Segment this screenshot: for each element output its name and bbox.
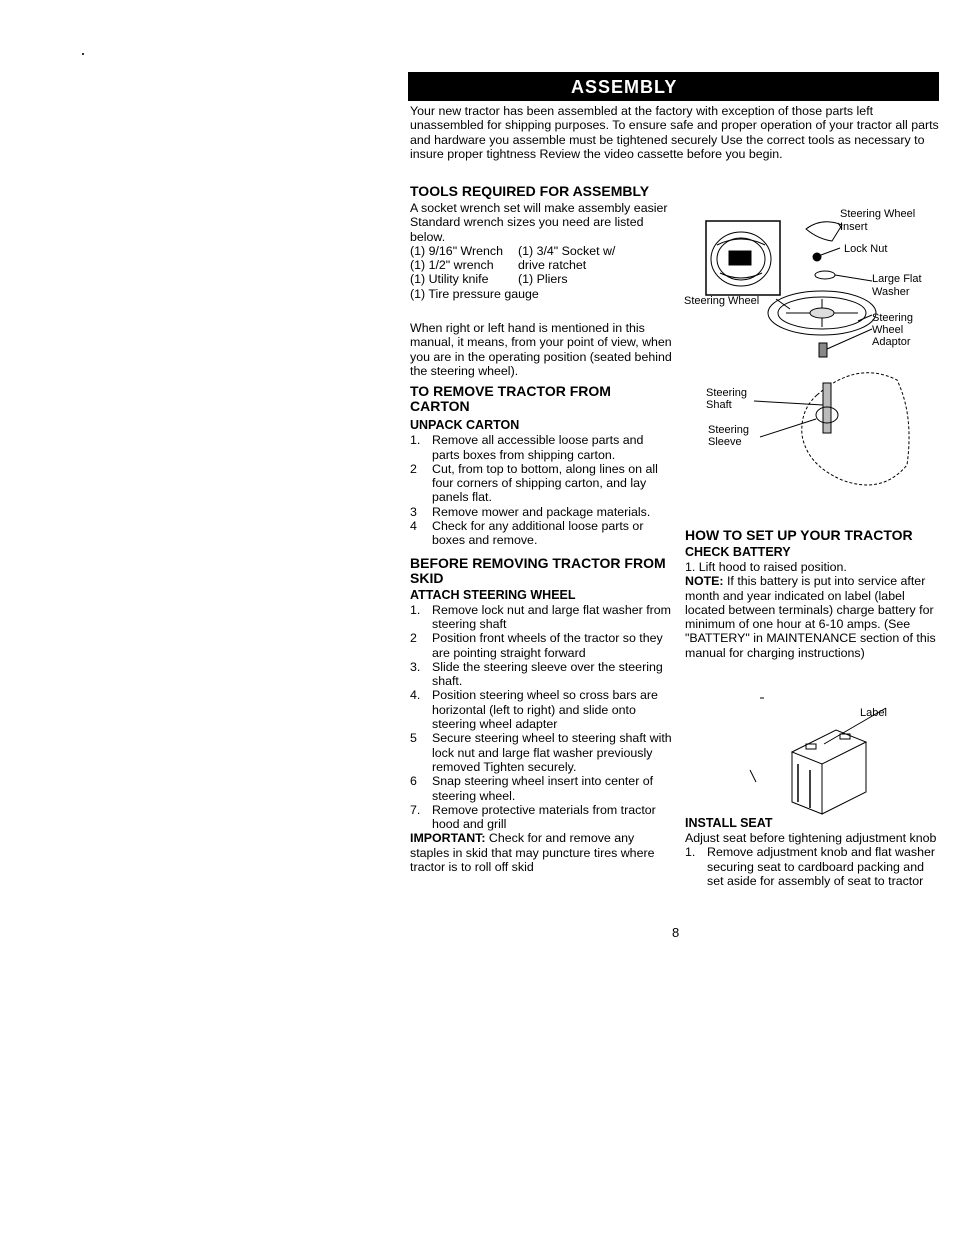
list-item: 2 Position front wheels of the tractor so they are pointing straight forward — [410, 631, 663, 660]
skid-heading: BEFORE REMOVING TRACTOR FROM SKID — [410, 554, 666, 586]
insert-label-2: Insert — [840, 221, 868, 233]
steering-assembly-figure — [682, 205, 942, 495]
adaptor-label-3: Adaptor — [872, 336, 911, 348]
important-text: Check for and remove any staples in skid that may puncture tires where tractor is to roll off skid — [410, 831, 655, 874]
sleeve-label-2: Sleeve — [708, 436, 742, 448]
list-item: 1. Remove lock nut and large flat washer from steering shaft — [410, 602, 671, 631]
seat-steps — [685, 845, 941, 888]
list-item: 7. Remove protective materials from tractor hood and grill — [410, 802, 656, 832]
tools-item: (1) Tire pressure gauge — [410, 286, 539, 301]
list-item: 2 Cut, from top to bottom, along lines on all four corners of shipping carton, and lay panels flat. — [410, 461, 658, 505]
list-item: 4. Position steering wheel so cross bars are horizontal (left to right) and slide onto steering wheel adapter — [410, 688, 658, 732]
list-item: 3 Remove mower and package materials. — [410, 504, 651, 519]
tools-item: drive ratchet — [518, 258, 587, 273]
page-number: 8 — [672, 925, 680, 940]
list-item: 4 Check for any additional loose parts or boxes and remove. — [410, 519, 644, 548]
setup-heading: HOW TO SET UP YOUR TRACTOR — [685, 527, 913, 543]
tools-item: (1) Utility knife — [410, 272, 489, 287]
remove-heading: TO REMOVE TRACTOR FROM CARTON — [410, 383, 611, 415]
battery-step: 1. Lift hood to raised position. — [685, 560, 847, 574]
section-banner: ASSEMBLY — [408, 72, 939, 101]
list-item: 1. Remove all accessible loose parts and parts boxes from shipping carton. — [410, 433, 644, 462]
tools-item: (1) 1/2" wrench — [410, 258, 494, 273]
adaptor-label-1: Steering — [872, 312, 913, 324]
sleeve-label-1: Steering — [708, 424, 749, 436]
important-label: IMPORTANT: — [410, 831, 486, 846]
battery-note — [685, 574, 941, 660]
steering-subheading: ATTACH STEERING WHEEL — [410, 587, 576, 602]
list-item: 3. Slide the steering sleeve over the steering shaft. — [410, 659, 663, 689]
list-item: 1. Remove adjustment knob and flat washer securing seat to cardboard packing and set aside for assembly of seat to tractor — [685, 845, 935, 888]
tools-text: A socket wrench set will make assembly easier Standard wrench sizes you need are listed below. — [410, 201, 668, 244]
note-label: NOTE: — [685, 574, 724, 589]
orientation-note: When right or left hand is mentioned in this manual, it means, from your point of view, when you are in the operating position (seated behind the steering wheel). — [410, 321, 672, 378]
lock-nut-label: Lock Nut — [844, 243, 888, 255]
intro-paragraph: Your new tractor has been assembled at the factory with exception of those parts left unassembled for shipping purposes. To ensure safe and proper operation of your tractor all parts and hardware you assemble must be tightened securely Use the correct tools as necessary to insure proper tightness Review the video cassette before you begin. — [410, 104, 939, 161]
list-item: 5 Secure steering wheel to steering shaft with lock nut and large flat washer previously removed Tighten securely. — [410, 731, 672, 774]
seat-subheading: INSTALL SEAT — [685, 816, 773, 831]
list-item: 6 Snap steering wheel insert into center of steering wheel. — [410, 774, 654, 803]
steering-steps — [410, 603, 672, 832]
left-column — [410, 184, 672, 874]
note-text: If this battery is put into service after month and year indicated on label (label located between terminals) charge battery for minimum of one hour at 6-10 amps. (See "BATTERY" in MAINTENANCE section of this manual for charging instructions) — [685, 574, 936, 660]
wheel-label: Steering Wheel — [684, 295, 760, 307]
tools-heading: TOOLS REQUIRED FOR ASSEMBLY — [410, 183, 650, 199]
unpack-subheading: UNPACK CARTON — [410, 418, 520, 433]
label-callout: Label — [860, 707, 887, 719]
seat-text: Adjust seat before tightening adjustment knob — [685, 831, 937, 846]
adaptor-label-2: Wheel — [872, 324, 904, 336]
tools-item: (1) 3/4" Socket w/ — [518, 243, 616, 258]
unpack-steps — [410, 433, 672, 547]
important-note — [410, 831, 672, 874]
insert-label-1: Steering Wheel — [840, 208, 916, 220]
speck — [82, 53, 84, 55]
battery-subheading: CHECK BATTERY — [685, 545, 791, 559]
shaft-label-1: Steering — [706, 387, 747, 399]
tools-item: (1) 9/16" Wrench — [410, 243, 504, 258]
tools-list — [410, 244, 672, 301]
tools-item: (1) Pliers — [518, 272, 568, 287]
washer-label-1: Large Flat — [872, 273, 922, 285]
washer-label-2: Washer — [872, 286, 910, 298]
shaft-label-2: Shaft — [706, 399, 732, 411]
battery-figure — [740, 690, 940, 820]
